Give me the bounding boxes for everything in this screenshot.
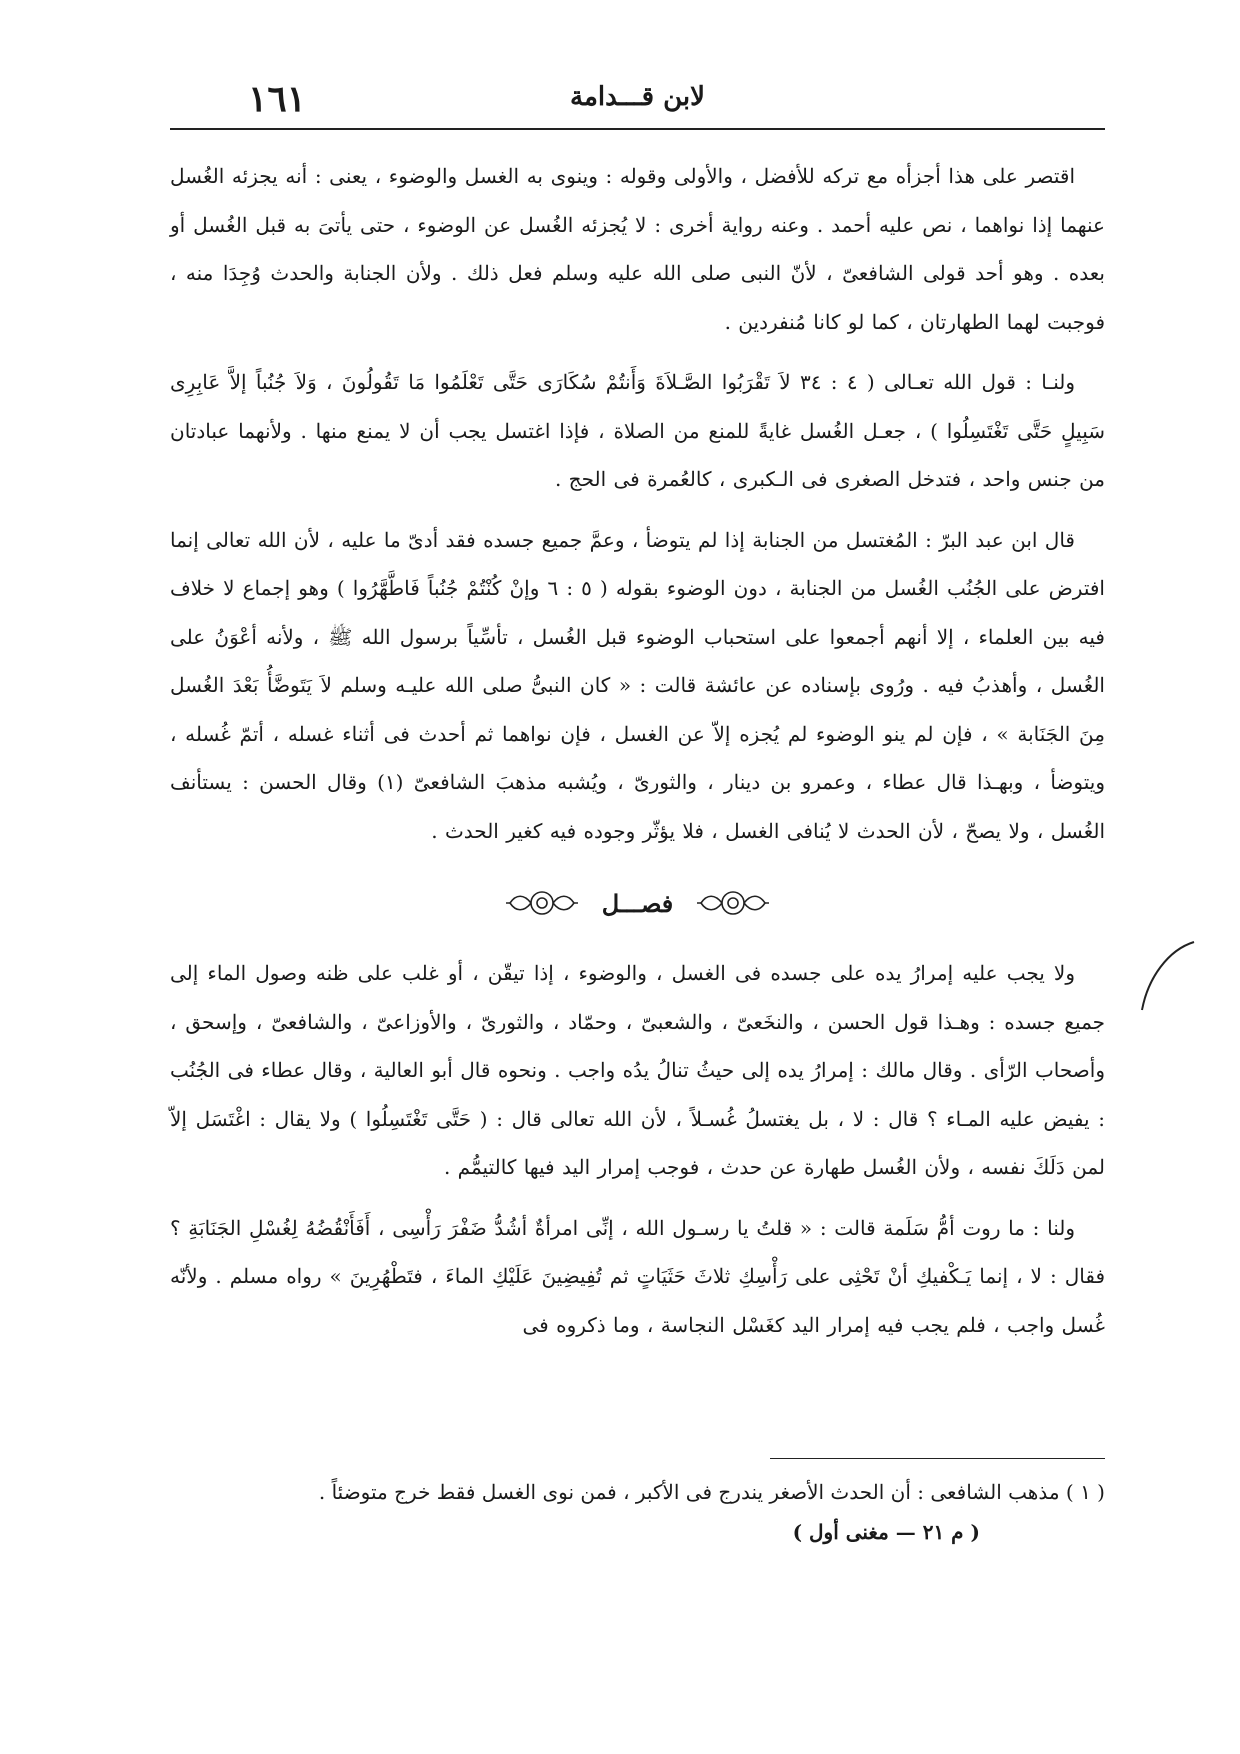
page-number: ١٦١ [248,78,307,120]
ornament-icon [504,888,580,918]
paragraph: اقتصر على هذا أجزأه مع تركه للأفضل ، والأولى وقوله : وينوى به الغسل والوضوء ، يعنى : أنه يجزئه الغُسل عنهما إذا نواهما ، نص عليه أحمد . وعنه رواية أخرى : لا يُجزئه الغُسل عن الوضوء ، حتى يأتىَ به قبل الغُسل أو بعده . وهو أحد قولى الشافعىّ ، لأنّ النبى صلى الله عليه وسلم فعل ذلك . ولأن الجنابة والحدث وُجِدَا منه ، فوجبت لهما الطهارتان ، كما لو كانا مُنفردين . [170,164,1105,334]
section-title: فصـــل [601,888,674,918]
margin-pen-mark [1138,938,1198,1018]
footnotes [170,1472,1105,1552]
running-header [170,78,1105,122]
paragraph: قال ابن عبد البرّ : المُغتسل من الجنابة إذا لم يتوضأ ، وعمَّ جميع جسده فقد أدىّ ما عليه ، لأن الله تعالى إنما افترض على الجُنُب الغُسل من الجنابة ، دون الوضوء بقوله ( ٥ : ٦ وإنْ كُنْتُمْ جُنُباً فَاطَّهَّرُوا ) وهو إجماع لا خلاف فيه بين العلماء ، إلا أنهم أجمعوا على استحباب الوضوء قبل الغُسل ، تأسِّياً برسول الله ﷺ ، ولأنه أعْوَنُ على الغُسل ، وأهذبُ فيه . ورُوى بإسناده عن عائشة قالت : « كان النبىُّ صلى الله عليـه وسلم لاَ يَتَوضَّأُ بَعْدَ الغُسل مِنَ الجَنَابة » ، فإن لم ينو الوضوء لم يُجزه إلاّ عن الغسل ، فإن نواهما ثم أحدث فى أثناء غسله ، أتمّ غُسله ، ويتوضأ ، وبهـذا قال عطاء ، وعمرو بن دينار ، والثورىّ ، ويُشبه مذهبَ الشافعىّ (١) وقال الحسن : يستأنف الغُسل ، ولا يصحّ ، لأن الحدث لا يُنافى الغسل ، فلا يؤثّر وجوده فيه كغير الحدث . [170,527,1106,843]
footnote: ( ١ ) مذهب الشافعى : أن الحدث الأصغر يندرج فى الأكبر ، فمن نوى الغسل فقط خرج متوضئاً . [318,1480,1105,1504]
running-title: لابن قـــدامة [570,82,705,112]
paragraph: ولا يجب عليه إمرارُ يده على جسده فى الغسل ، والوضوء ، إذا تيقّن ، أو غلب على ظنه وصول الماء إلى جميع جسده : وهـذا قول الحسن ، والنخَعىّ ، والشعبىّ ، وحمّاد ، والثورىّ ، والأوزاعىّ ، والشافعىّ ، وإسحق ، وأصحاب الرّأى . وقال مالك : إمرارُ يده إلى حيثُ تنالُ يدُه واجب . ونحوه قال أبو العالية ، وقال عطاء فى الجُنُب : يفيض عليه المـاء ؟ قال : لا ، بل يغتسلُ غُسـلاً ، لأن الله تعالى قال : ( حَتَّى تَغْتَسِلُوا ) ولا يقال : اغْتَسَل إلاّ لمن دَلَكَ نفسه ، ولأن الغُسل طهارة عن حدث ، فوجب إمرار اليد فيها كالتيمُّم . [170,961,1105,1179]
header-rule [170,128,1105,130]
section-heading [170,863,1105,943]
footnote-rule [770,1458,1105,1459]
paragraph: ولنا : ما روت أمُّ سَلَمة قالت : « قلتُ يا رسـول الله ، إنِّى امرأةٌ أشُدُّ ضَفْرَ رَأْسِى ، أَفَأَنْقُضُهُ لِغُسْلِ الجَنَابَةِ ؟ فقال : لا ، إنما يَـكْفيكِ أنْ تَحْثِى على رَأْسِكِ ثلاثَ حَثَيَاتٍ ثم تُفِيضِينَ عَلَيْكِ الماءَ ، فتَطْهُرِينَ » رواه مسلم . ولأنّه غُسل واجب ، فلم يجب فيه إمرار اليد كغَسْل النجاسة ، وما ذكروه فى [170,1215,1105,1337]
signature-mark: ( م ٢١ — مغنى أول ) [792,1520,980,1544]
main-text [170,152,1105,1349]
ornament-icon [695,888,771,918]
paragraph: ولنـا : قول الله تعـالى ( ٤ : ٣٤ لاَ تَقْرَبُوا الصَّـلاَةَ وَأَنتُمْ سُكَارَى حَتَّى تَعْلَمُوا مَا تَقُولُونَ ، وَلاَ جُنُباً إلاَّ عَابِرِى سَبِيلٍ حَتَّى تَغْتَسِلُوا ) ، جعـل الغُسل غايةً للمنع من الصلاة ، فإذا اغتسل يجب أن لا يمنع منها . ولأنهما عبادتان من جنس واحد ، فتدخل الصغرى فى الـكبرى ، كالعُمرة فى الحج . [170,370,1105,491]
